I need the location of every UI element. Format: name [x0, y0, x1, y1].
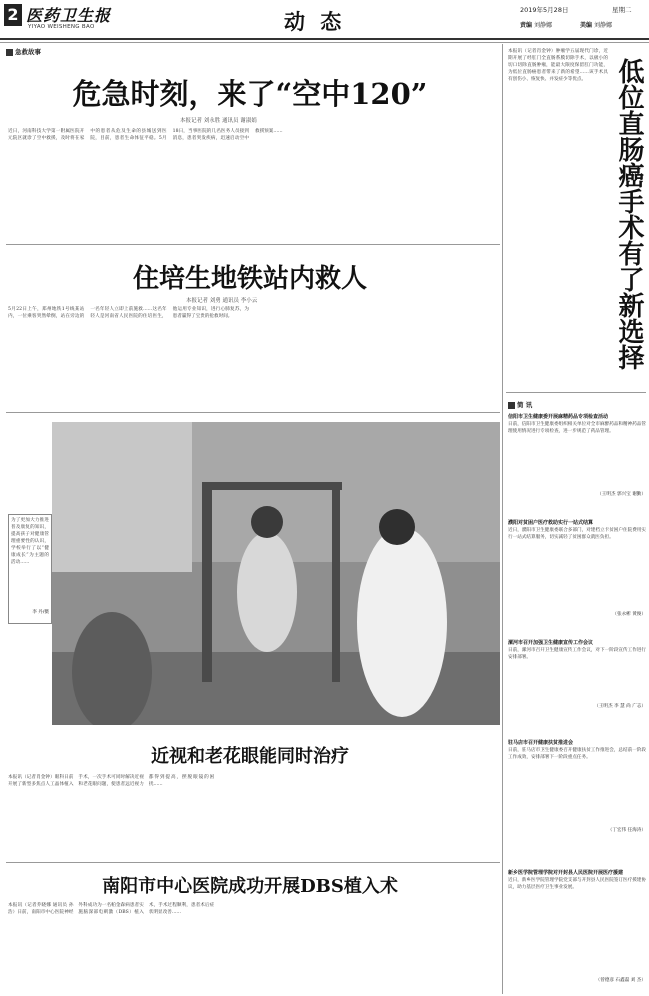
photo-person-child [237, 532, 297, 652]
paper-name: 医药卫生报 [26, 6, 112, 25]
vision-divider [6, 862, 500, 863]
cancer-body: 本报讯（记者肖金钟）肿瘤学五届现代门诊，近期开展了经肛门全直肠系膜切除手术，以极小的切口切除直肠肿瘤，能最大限度保留肛门功能，为低位直肠癌患者带来了新的希望……该手术具有创伤小、恢复快、并发症少等优点。 [508, 49, 608, 82]
brief-item [508, 870, 646, 983]
issue-date: 2019年5月28日 [520, 6, 569, 14]
page-header [0, 0, 649, 40]
brief-body: 近日，新乡医学院管理学院党支部与开封县人民医院签订医疗援建协议，助力基层医疗卫生事业发展。 [508, 878, 646, 890]
rescue-divider [6, 244, 500, 245]
rescue-column-tag: 急救故事 [6, 47, 41, 56]
brief-title: 漯河市召开加强卫生健康宣传工作会议 [508, 640, 594, 646]
photo-caption-box [8, 514, 52, 624]
brief-body: 近日，濮阳市卫生健康委联合多部门，对建档立卡贫困户住院费用实行一站式结算服务，切实减轻了贫困群众就医负担。 [508, 528, 646, 540]
brief-body: 日前，漯河市召开卫生健康宣传工作会议，对下一阶段宣传工作进行安排部署。 [508, 648, 646, 660]
photo-child-head [251, 506, 283, 538]
dbs-headline: 南阳市中心医院成功开展DBS植入术 [102, 876, 398, 897]
subway-divider [6, 412, 500, 413]
photo-equipment-bar [202, 482, 342, 490]
designer-name: 刘静娜 [593, 22, 612, 29]
editor-name: 刘静娜 [533, 22, 552, 29]
section-title: 动 态 [284, 9, 346, 34]
page-number: 2 [4, 4, 22, 26]
photo-person-nurse [357, 527, 447, 717]
subway-headline: 住培生地铁站内救人 [132, 264, 367, 294]
brief-title: 驻马店市召开健康扶贫推进会 [508, 740, 574, 746]
header-rule-thin [0, 42, 649, 43]
brief-column-tag: 简 讯 [508, 400, 532, 409]
brief-item [508, 414, 646, 497]
photo-equipment-post [332, 482, 340, 682]
brief-credit: （张永彬 黄俊） [612, 612, 646, 617]
header-rule [0, 38, 649, 40]
column-marker-icon [508, 402, 515, 409]
cancer-headline: 低位直肠癌手术有了新选择 [614, 58, 644, 370]
photo-window [52, 422, 192, 572]
dbs-body: 本报讯（记者乔晓娜 通讯员 孙 浩）日前，南阳市中心医院神经外科成功为一名帕金森病患者实施脑深部电刺激（DBS）植入术，手术过程顺利，患者术后症状明显改善…… [8, 903, 215, 915]
right-column-divider [502, 44, 503, 994]
photo-credit: 李 丹/摄 [32, 610, 49, 615]
brief-item [508, 740, 646, 833]
designer-label: 美编 [580, 22, 593, 29]
brief-credit: （丁宏伟 任海涛） [607, 828, 646, 833]
brief-credit: （曾德彦 石鑫磊 刘 杰） [595, 978, 646, 983]
photo-equipment-frame [202, 482, 212, 682]
vision-headline: 近视和老花眼能同时治疗 [151, 746, 349, 767]
brief-body: 日前，信阳市卫生健康委组织相关单位对全市麻醉药品和精神药品管理使用情况进行专项检查，进一步规范了药品管理。 [508, 422, 646, 434]
editor-label: 责编 [520, 22, 533, 29]
brief-credit: （王明杰 李 慧 尚 广志） [594, 704, 646, 709]
column-marker-icon [6, 49, 13, 56]
issue-weekday: 星期二 [612, 6, 632, 14]
brief-item [508, 520, 646, 617]
vision-body: 本报讯（记者肖金钟）眼科日前开展了新型多焦点人工晶体植入手术，一次手术可同时解决近视和老花眼问题，使患者远近视力都得到提高，摆脱眼镜的困扰…… [8, 775, 215, 787]
photo-caption: 为了更加大力推进普及康复的知识，提高孩子对健康管理重要性的认识，学校举行了以“健康成长”为主题的活动…… [11, 518, 49, 565]
photo-wall [192, 422, 500, 562]
brief-credit: （王明杰 郭兴宝 谢勤） [597, 492, 646, 497]
rescue-headline: 危急时刻，来了“空中120” [72, 77, 428, 111]
subway-byline: 本报记者 刘勇 通讯员 李小云 [186, 298, 258, 304]
rescue-body: 近日，河南科技大学第一附属医院开元院区就诊了空中救援，及时将在家中的患者从危及生命的县城送到医院，目前，患者生命体征平稳。5月18日，当事医院的几名医务人员接到消息，患者突发疾病，迅速启动空中救援预案…… [8, 129, 283, 141]
editor-credit [520, 20, 552, 29]
paper-name-en: YIYAO WEISHENG BAO [28, 24, 95, 30]
brief-title: 濮阳对贫困户医疗救助实行一站式结算 [508, 520, 594, 526]
photo-nurse-head [379, 509, 415, 545]
brief-item [508, 640, 646, 709]
cancer-divider [506, 392, 646, 393]
designer-credit [580, 20, 612, 29]
brief-title: 新乡医学院管理学院对开封县人民医院开展医疗援建 [508, 870, 624, 876]
brief-title: 信阳市卫生健康委开展麻精药品专项检查活动 [508, 414, 609, 420]
subway-body: 5月22日上午，郑州地铁1号线某站内，一位乘客突然晕倒，站在旁边的一名年轻人立即上前施救……这名年轻人是河南省人民医院的住培医生，他运用专业知识，进行心肺复苏，为患者赢得了宝贵的抢救时间。 [8, 307, 249, 319]
rescue-byline: 本报记者 刘永胜 通讯员 谢淑娟 [180, 118, 257, 124]
news-photo [52, 422, 500, 725]
brief-body: 日前，驻马店市卫生健康委召开健康扶贫工作推进会，总结前一阶段工作成效，安排部署下一阶段重点任务。 [508, 748, 646, 760]
